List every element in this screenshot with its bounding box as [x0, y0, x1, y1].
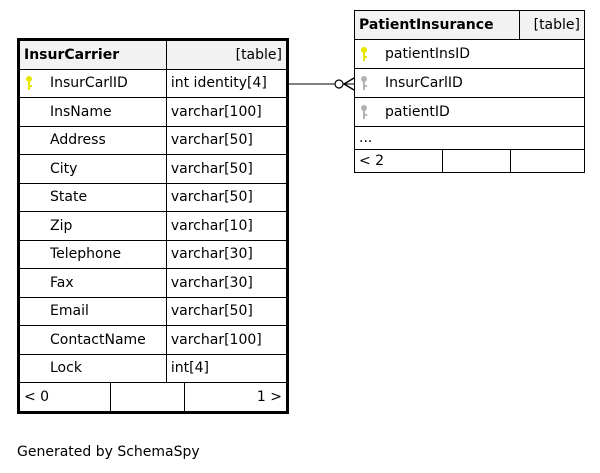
table-kind-label: [table]	[520, 11, 585, 40]
column-name[interactable]: Address	[38, 126, 166, 155]
column-name[interactable]: InsurCarlID	[373, 69, 585, 98]
key-cell	[19, 183, 39, 212]
table-footer	[355, 150, 585, 173]
column-name[interactable]: State	[38, 183, 166, 212]
table-title[interactable]: PatientInsurance	[355, 11, 520, 40]
column-name[interactable]: ContactName	[38, 326, 166, 355]
key-cell	[19, 98, 39, 127]
footer-middle	[442, 150, 511, 172]
table-title[interactable]: InsurCarrier	[19, 40, 167, 70]
more-columns-ellipsis: ...	[355, 127, 585, 150]
primary-key-icon	[24, 75, 34, 91]
column-row[interactable]	[19, 240, 288, 269]
footer-middle	[110, 383, 184, 411]
key-cell	[19, 126, 39, 155]
parents-count[interactable]: < 0	[20, 383, 110, 411]
column-name[interactable]: Fax	[38, 269, 166, 298]
column-name[interactable]: patientInsID	[373, 40, 585, 69]
column-type: varchar[30]	[166, 240, 287, 269]
children-count[interactable]: 1 >	[256, 388, 282, 405]
key-cell	[355, 69, 374, 98]
foreign-key-icon	[359, 104, 369, 120]
column-row[interactable]	[355, 69, 585, 98]
column-name[interactable]: Zip	[38, 212, 166, 241]
column-name[interactable]: Lock	[38, 354, 166, 383]
crowfoot-lower	[344, 84, 354, 90]
column-row[interactable]	[355, 40, 585, 69]
column-type: varchar[50]	[166, 183, 287, 212]
column-type: varchar[50]	[166, 126, 287, 155]
column-row[interactable]	[19, 326, 288, 355]
column-list	[19, 69, 288, 383]
key-cell	[19, 69, 39, 98]
column-row[interactable]	[19, 126, 288, 155]
column-row[interactable]	[19, 297, 288, 326]
column-name[interactable]: InsurCarlID	[38, 69, 166, 98]
insur-carrier-table[interactable]	[17, 38, 289, 414]
foreign-key-icon	[359, 75, 369, 91]
column-name[interactable]: InsName	[38, 98, 166, 127]
key-cell	[19, 354, 39, 383]
ellipsis-row	[355, 127, 585, 150]
crowfoot-upper	[344, 78, 354, 84]
column-row[interactable]	[19, 212, 288, 241]
key-cell	[355, 40, 374, 69]
key-cell	[355, 98, 374, 127]
column-row[interactable]	[355, 98, 585, 127]
column-row[interactable]	[19, 354, 288, 383]
footer-grid	[355, 150, 584, 172]
column-row[interactable]	[19, 183, 288, 212]
column-name[interactable]: patientID	[373, 98, 585, 127]
column-row[interactable]	[19, 269, 288, 298]
table-kind-label: [table]	[166, 40, 287, 70]
footer-grid	[20, 383, 286, 411]
patient-insurance-table[interactable]	[354, 10, 585, 173]
column-type: varchar[100]	[166, 98, 287, 127]
key-cell	[19, 155, 39, 184]
key-cell	[19, 269, 39, 298]
column-type: varchar[50]	[166, 297, 287, 326]
column-type: int identity[4]	[166, 69, 287, 98]
parents-count[interactable]: < 2	[355, 150, 442, 172]
key-cell	[19, 297, 39, 326]
zero-cardinality-icon	[335, 80, 343, 88]
table-header	[355, 11, 585, 40]
footer-cell	[19, 383, 288, 413]
column-type: varchar[30]	[166, 269, 287, 298]
generator-caption: Generated by SchemaSpy	[17, 444, 200, 460]
children-count	[511, 150, 584, 172]
column-row[interactable]	[19, 69, 288, 98]
column-type: varchar[10]	[166, 212, 287, 241]
key-cell	[19, 326, 39, 355]
column-name[interactable]: Email	[38, 297, 166, 326]
primary-key-icon	[359, 46, 369, 62]
column-name[interactable]: Telephone	[38, 240, 166, 269]
column-row[interactable]	[19, 155, 288, 184]
table-footer	[19, 383, 288, 413]
column-row[interactable]	[19, 98, 288, 127]
footer-cell	[355, 150, 585, 173]
key-cell	[19, 212, 39, 241]
column-name[interactable]: City	[38, 155, 166, 184]
table-header	[19, 40, 288, 70]
column-type: varchar[50]	[166, 155, 287, 184]
key-cell	[19, 240, 39, 269]
column-list	[355, 40, 585, 127]
column-type: varchar[100]	[166, 326, 287, 355]
column-type: int[4]	[166, 354, 287, 383]
